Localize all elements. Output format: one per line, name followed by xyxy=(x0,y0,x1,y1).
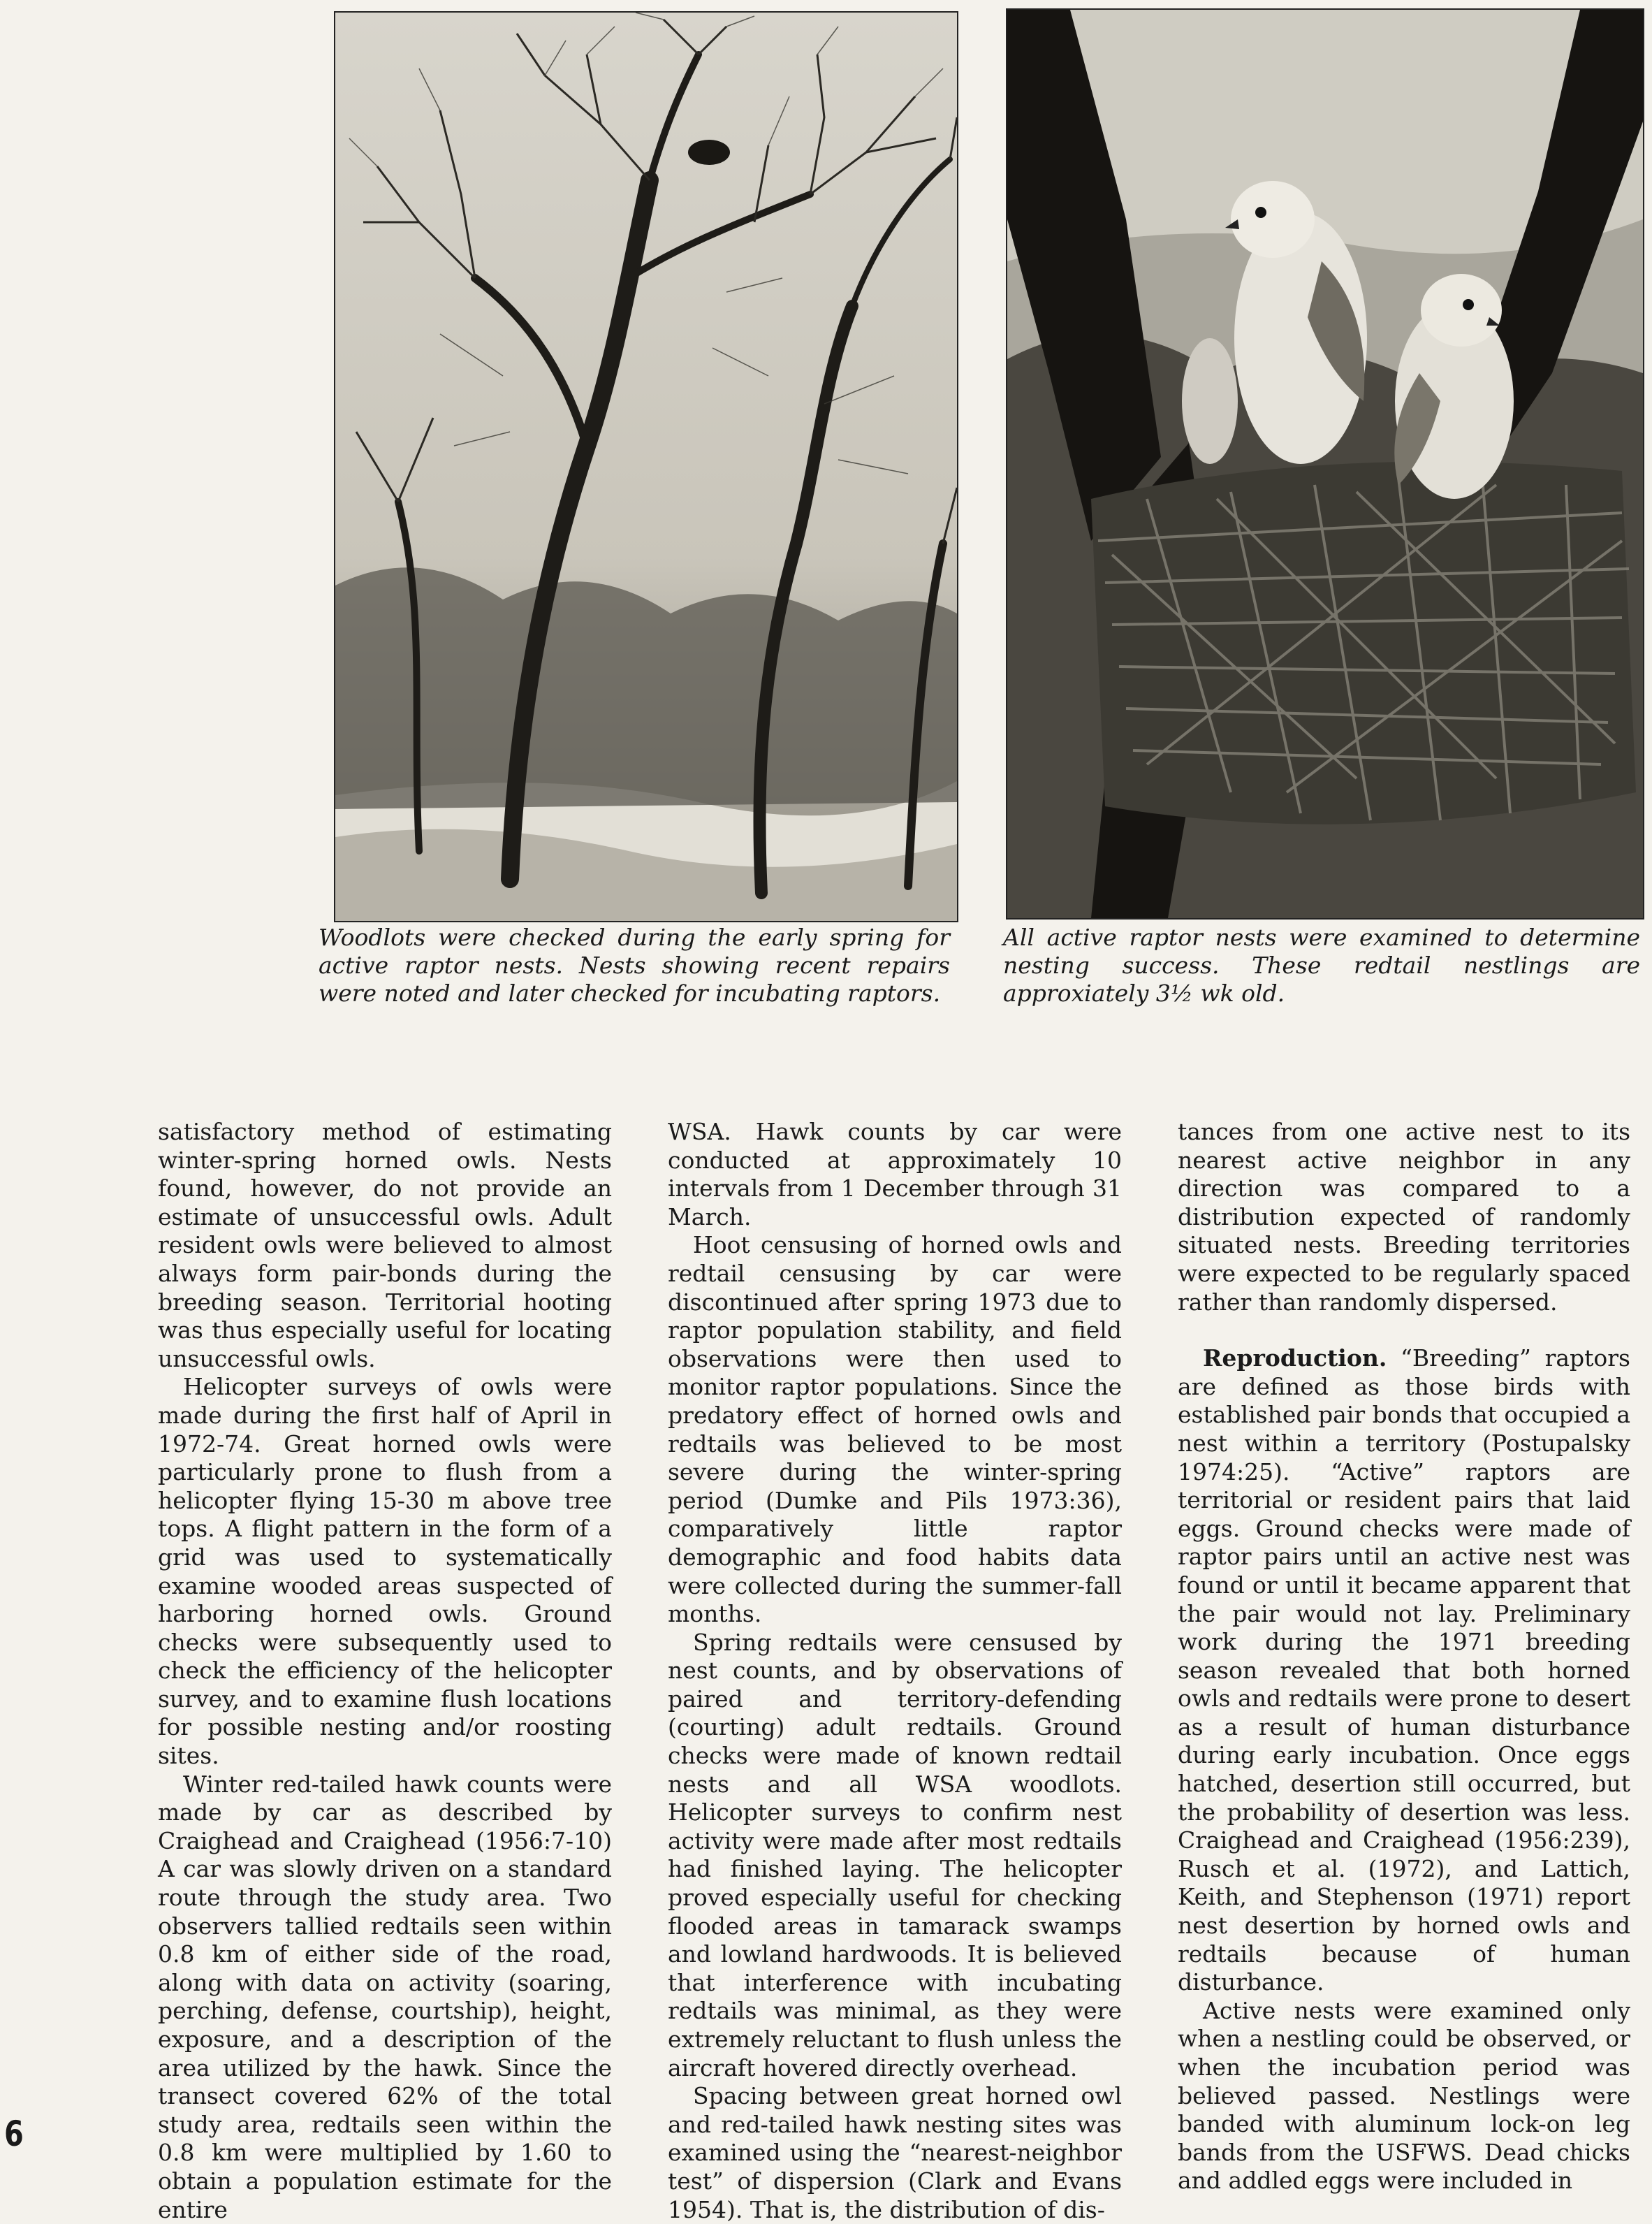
paragraph: Hoot censusing of horned owls and redtail censusing by car were discontinued after spring 1973 due to raptor population stability, and field observations were then used to monitor raptor populations. Since the predatory effect of horned owls and redtails was believed to be most severe during the winter-spring period (Dumke and Pils 1973:36), comparatively little raptor demographic and food habits data were collected during the summer-fall months. xyxy=(668,1231,1122,1628)
woodlot-photo xyxy=(334,11,958,922)
page-number: 6 xyxy=(4,2114,24,2154)
paragraph: tances from one active nest to its nearest active neighbor in any direction was compared to a distribution expected of randomly situated nests. Breeding territories were expected to be regularly spaced rather than randomly dispersed. xyxy=(1178,1118,1630,1316)
photo-caption-right: All active raptor nests were examined to determine nesting success. These redtail nestlings are approxiately 3½ wk old. xyxy=(1003,924,1640,1007)
raptor-nest-photo-icon xyxy=(1007,10,1643,918)
paragraph-text: “Breeding” raptors are defined as those birds with established pair bonds that occupied a nest within a territory (Postupalsky 1974:25). “Active” raptors are territorial or resident pairs that laid eggs. Ground checks were made of raptor pairs until an active nest was found or until it became apparent that the pair would not lay. Preliminary work during the 1971 breeding season revealed that both horned owls and redtails were prone to desert as a result of human disturbance during early incubation. Once eggs hatched, desertion still occurred, but the probability of desertion was less. Craighead and Craighead (1956:239), Rusch et al. (1972), and Lattich, Keith, and Stephenson (1971) report nest desertion by horned owls and redtails because of human disturbance. xyxy=(1178,1344,1630,1996)
paragraph: Spacing between great horned owl and red-tailed hawk nesting sites was examined using the “nearest-neighbor test” of dispersion (Clark and Evans 1954). That is, the distribution of dis- xyxy=(668,2082,1122,2223)
raptor-nest-photo xyxy=(1006,8,1644,920)
paragraph: satisfactory method of estimating winter-spring horned owls. Nests found, however, do not provide an estimate of unsuccessful owls. Adult resident owls were believed to almost always form pair-bonds during the breeding season. Territorial hooting was thus especially useful for locating unsuccessful owls. xyxy=(158,1118,612,1372)
paragraph: Helicopter surveys of owls were made during the first half of April in 1972-74. Great horned owls were particularly prone to flush from a helicopter flying 15-30 m above tree tops. A flight pattern in the form of a grid was used to systematically examine wooded areas suspected of harboring horned owls. Ground checks were subsequently used to check the efficiency of the helicopter survey, and to examine flush locations for possible nesting and/or roosting sites. xyxy=(158,1373,612,1770)
text-column-1 xyxy=(158,1118,612,2224)
paragraph: Spring redtails were censused by nest counts, and by observations of paired and territory-defending (courting) adult redtails. Ground checks were made of known redtail nests and all WSA woodlots. Helicopter surveys to confirm nest activity were made after most redtails had finished laying. The helicopter proved especially useful for checking flooded areas in tamarack swamps and lowland hardwoods. It is believed that interference with incubating redtails was minimal, as they were extremely reluctant to flush unless the aircraft hovered directly overhead. xyxy=(668,1628,1122,2081)
section-heading: Reproduction. xyxy=(1203,1344,1387,1372)
section-paragraph-reproduction xyxy=(1178,1344,1630,1997)
text-column-2 xyxy=(668,1118,1122,2224)
paragraph: WSA. Hawk counts by car were conducted at approximately 10 intervals from 1 December through 31 March. xyxy=(668,1118,1122,1230)
woodlot-photo-icon xyxy=(335,13,957,921)
text-column-3 xyxy=(1178,1118,1630,2195)
photo-caption-left: Woodlots were checked during the early spring for active raptor nests. Nests showing recent repairs were noted and later checked for incubating raptors. xyxy=(319,924,950,1007)
paragraph: Active nests were examined only when a nestling could be observed, or when the incubation period was believed passed. Nestlings were banded with aluminum lock-on leg bands from the USFWS. Dead chicks and addled eggs were included in xyxy=(1178,1996,1630,2195)
paragraph: Winter red-tailed hawk counts were made by car as described by Craighead and Craighead (1956:7-10) A car was slowly driven on a standard route through the study area. Two observers tallied redtails seen within 0.8 km of either side of the road, along with data on activity (soaring, perching, defense, courtship), height, exposure, and a description of the area utilized by the hawk. Since the transect covered 62% of the total study area, redtails seen within the 0.8 km were multiplied by 1.60 to obtain a population estimate for the entire xyxy=(158,1770,612,2223)
